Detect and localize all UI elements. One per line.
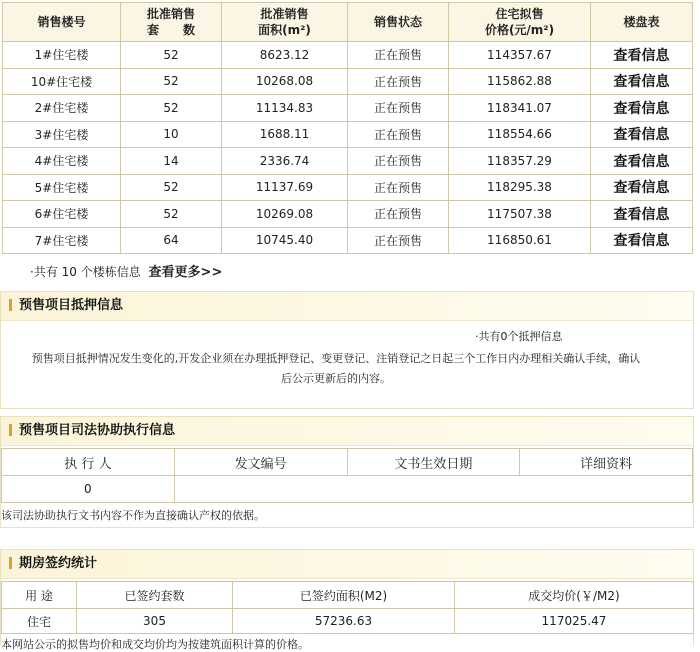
judicial-table-header (2, 449, 693, 476)
col-approved-area-line1: 批准销售 (260, 7, 309, 21)
signed-units: 305 (77, 609, 233, 634)
table-row (3, 201, 693, 228)
col-approved-area (222, 3, 348, 42)
mortgage-notice (1, 349, 667, 389)
col-effective-date: 文书生效日期 (347, 449, 520, 476)
signing-note: 本网站公示的拟售均价和成交均价均为按建筑面积计算的价格。 (1, 638, 309, 651)
approved-area: 11137.69 (222, 174, 348, 201)
judicial-note: 该司法协助执行文书内容不作为直接确认产权的依据。 (1, 509, 265, 522)
signing-section-header (1, 550, 693, 579)
building-name: 4#住宅楼 (3, 148, 121, 175)
approved-area: 1688.11 (222, 121, 348, 148)
approved-units: 10 (121, 121, 222, 148)
mortgage-section-header (1, 292, 693, 321)
mortgage-notice-line1: 预售项目抵押情况发生变化的,开发企业须在办理抵押登记、变更登记、注销登记之日起三个工作日内办理相关确认手续，确认 (31, 352, 641, 365)
approved-area: 10745.40 (222, 227, 348, 254)
view-info-link[interactable]: 查看信息 (591, 174, 693, 201)
approved-area: 8623.12 (222, 42, 348, 69)
col-approved-units (121, 3, 222, 42)
col-signed-units: 已签约套数 (77, 582, 233, 609)
view-info-link[interactable]: 查看信息 (591, 42, 693, 69)
col-floor-sheet: 楼盘表 (591, 3, 693, 42)
signing-section-title: 期房签约统计 (19, 556, 98, 571)
view-info-link[interactable]: 查看信息 (591, 148, 693, 175)
avg-price: 117025.47 (455, 609, 694, 634)
usage: 住宅 (2, 609, 77, 634)
building-name: 2#住宅楼 (3, 95, 121, 122)
judicial-section-title: 预售项目司法协助执行信息 (19, 423, 176, 438)
table-row (3, 42, 693, 69)
approved-area: 2336.74 (222, 148, 348, 175)
judicial-section-header (1, 417, 693, 446)
sale-status: 正在预售 (348, 227, 449, 254)
proposed-price: 118341.07 (449, 95, 591, 122)
signing-table (1, 581, 694, 634)
building-name: 6#住宅楼 (3, 201, 121, 228)
signing-section (0, 549, 694, 651)
approved-units: 52 (121, 42, 222, 69)
section-bar-icon (9, 424, 12, 436)
table-row (3, 227, 693, 254)
proposed-price: 114357.67 (449, 42, 591, 69)
table-row (3, 68, 693, 95)
table-row (3, 174, 693, 201)
col-approved-units-line2: 套 数 (146, 23, 195, 37)
col-signed-area: 已签约面积(M2) (233, 582, 455, 609)
judicial-empty-cell (174, 476, 692, 503)
view-info-link[interactable]: 查看信息 (591, 95, 693, 122)
building-summary (30, 261, 222, 280)
judicial-count: 0 (2, 476, 175, 503)
col-details: 详细资料 (520, 449, 693, 476)
approved-area: 10269.08 (222, 201, 348, 228)
sale-status: 正在预售 (348, 174, 449, 201)
col-executor: 执 行 人 (2, 449, 175, 476)
table-row (2, 609, 694, 634)
proposed-price: 117507.38 (449, 201, 591, 228)
approved-area: 10268.08 (222, 68, 348, 95)
building-name: 7#住宅楼 (3, 227, 121, 254)
building-name: 5#住宅楼 (3, 174, 121, 201)
signing-table-header (2, 582, 694, 609)
proposed-price: 115862.88 (449, 68, 591, 95)
col-usage: 用 途 (2, 582, 77, 609)
view-info-link[interactable]: 查看信息 (591, 68, 693, 95)
approved-area: 11134.83 (222, 95, 348, 122)
table-row (3, 121, 693, 148)
signed-area: 57236.63 (233, 609, 455, 634)
mortgage-section (0, 291, 694, 409)
sale-status: 正在预售 (348, 42, 449, 69)
col-proposed-price-line2: 价格(元/m²) (484, 23, 555, 37)
sale-status: 正在预售 (348, 95, 449, 122)
approved-units: 52 (121, 95, 222, 122)
sale-status: 正在预售 (348, 121, 449, 148)
building-table (2, 2, 693, 254)
building-name: 10#住宅楼 (3, 68, 121, 95)
col-document-number: 发文编号 (174, 449, 347, 476)
mortgage-count: ·共有0个抵押信息 (475, 330, 563, 343)
building-count: ·共有 10 个楼栋信息 (30, 265, 141, 279)
col-proposed-price (449, 3, 591, 42)
col-proposed-price-line1: 住宅拟售 (495, 7, 544, 21)
building-table-header (3, 3, 693, 42)
proposed-price: 118295.38 (449, 174, 591, 201)
proposed-price: 118554.66 (449, 121, 591, 148)
section-bar-icon (9, 557, 12, 569)
sale-status: 正在预售 (348, 68, 449, 95)
sale-status: 正在预售 (348, 148, 449, 175)
col-avg-price: 成交均价(￥/M2) (455, 582, 694, 609)
table-row (2, 476, 693, 503)
view-info-link[interactable]: 查看信息 (591, 201, 693, 228)
col-approved-area-line2: 面积(m²) (258, 23, 311, 37)
mortgage-notice-line2: 后公示更新后的内容。 (281, 372, 391, 385)
judicial-table (1, 448, 693, 503)
col-sale-status: 销售状态 (348, 3, 449, 42)
view-more-link[interactable]: 查看更多>> (148, 265, 223, 280)
approved-units: 52 (121, 201, 222, 228)
table-row (3, 148, 693, 175)
approved-units: 52 (121, 68, 222, 95)
approved-units: 52 (121, 174, 222, 201)
table-row (3, 95, 693, 122)
approved-units: 14 (121, 148, 222, 175)
view-info-link[interactable]: 查看信息 (591, 121, 693, 148)
judicial-section (0, 416, 694, 528)
sale-status: 正在预售 (348, 201, 449, 228)
proposed-price: 116850.61 (449, 227, 591, 254)
proposed-price: 118357.29 (449, 148, 591, 175)
col-building-name: 销售楼号 (3, 3, 121, 42)
building-name: 1#住宅楼 (3, 42, 121, 69)
approved-units: 64 (121, 227, 222, 254)
building-name: 3#住宅楼 (3, 121, 121, 148)
col-approved-units-line1: 批准销售 (146, 7, 195, 21)
mortgage-section-title: 预售项目抵押信息 (19, 298, 124, 313)
section-bar-icon (9, 299, 12, 311)
view-info-link[interactable]: 查看信息 (591, 227, 693, 254)
